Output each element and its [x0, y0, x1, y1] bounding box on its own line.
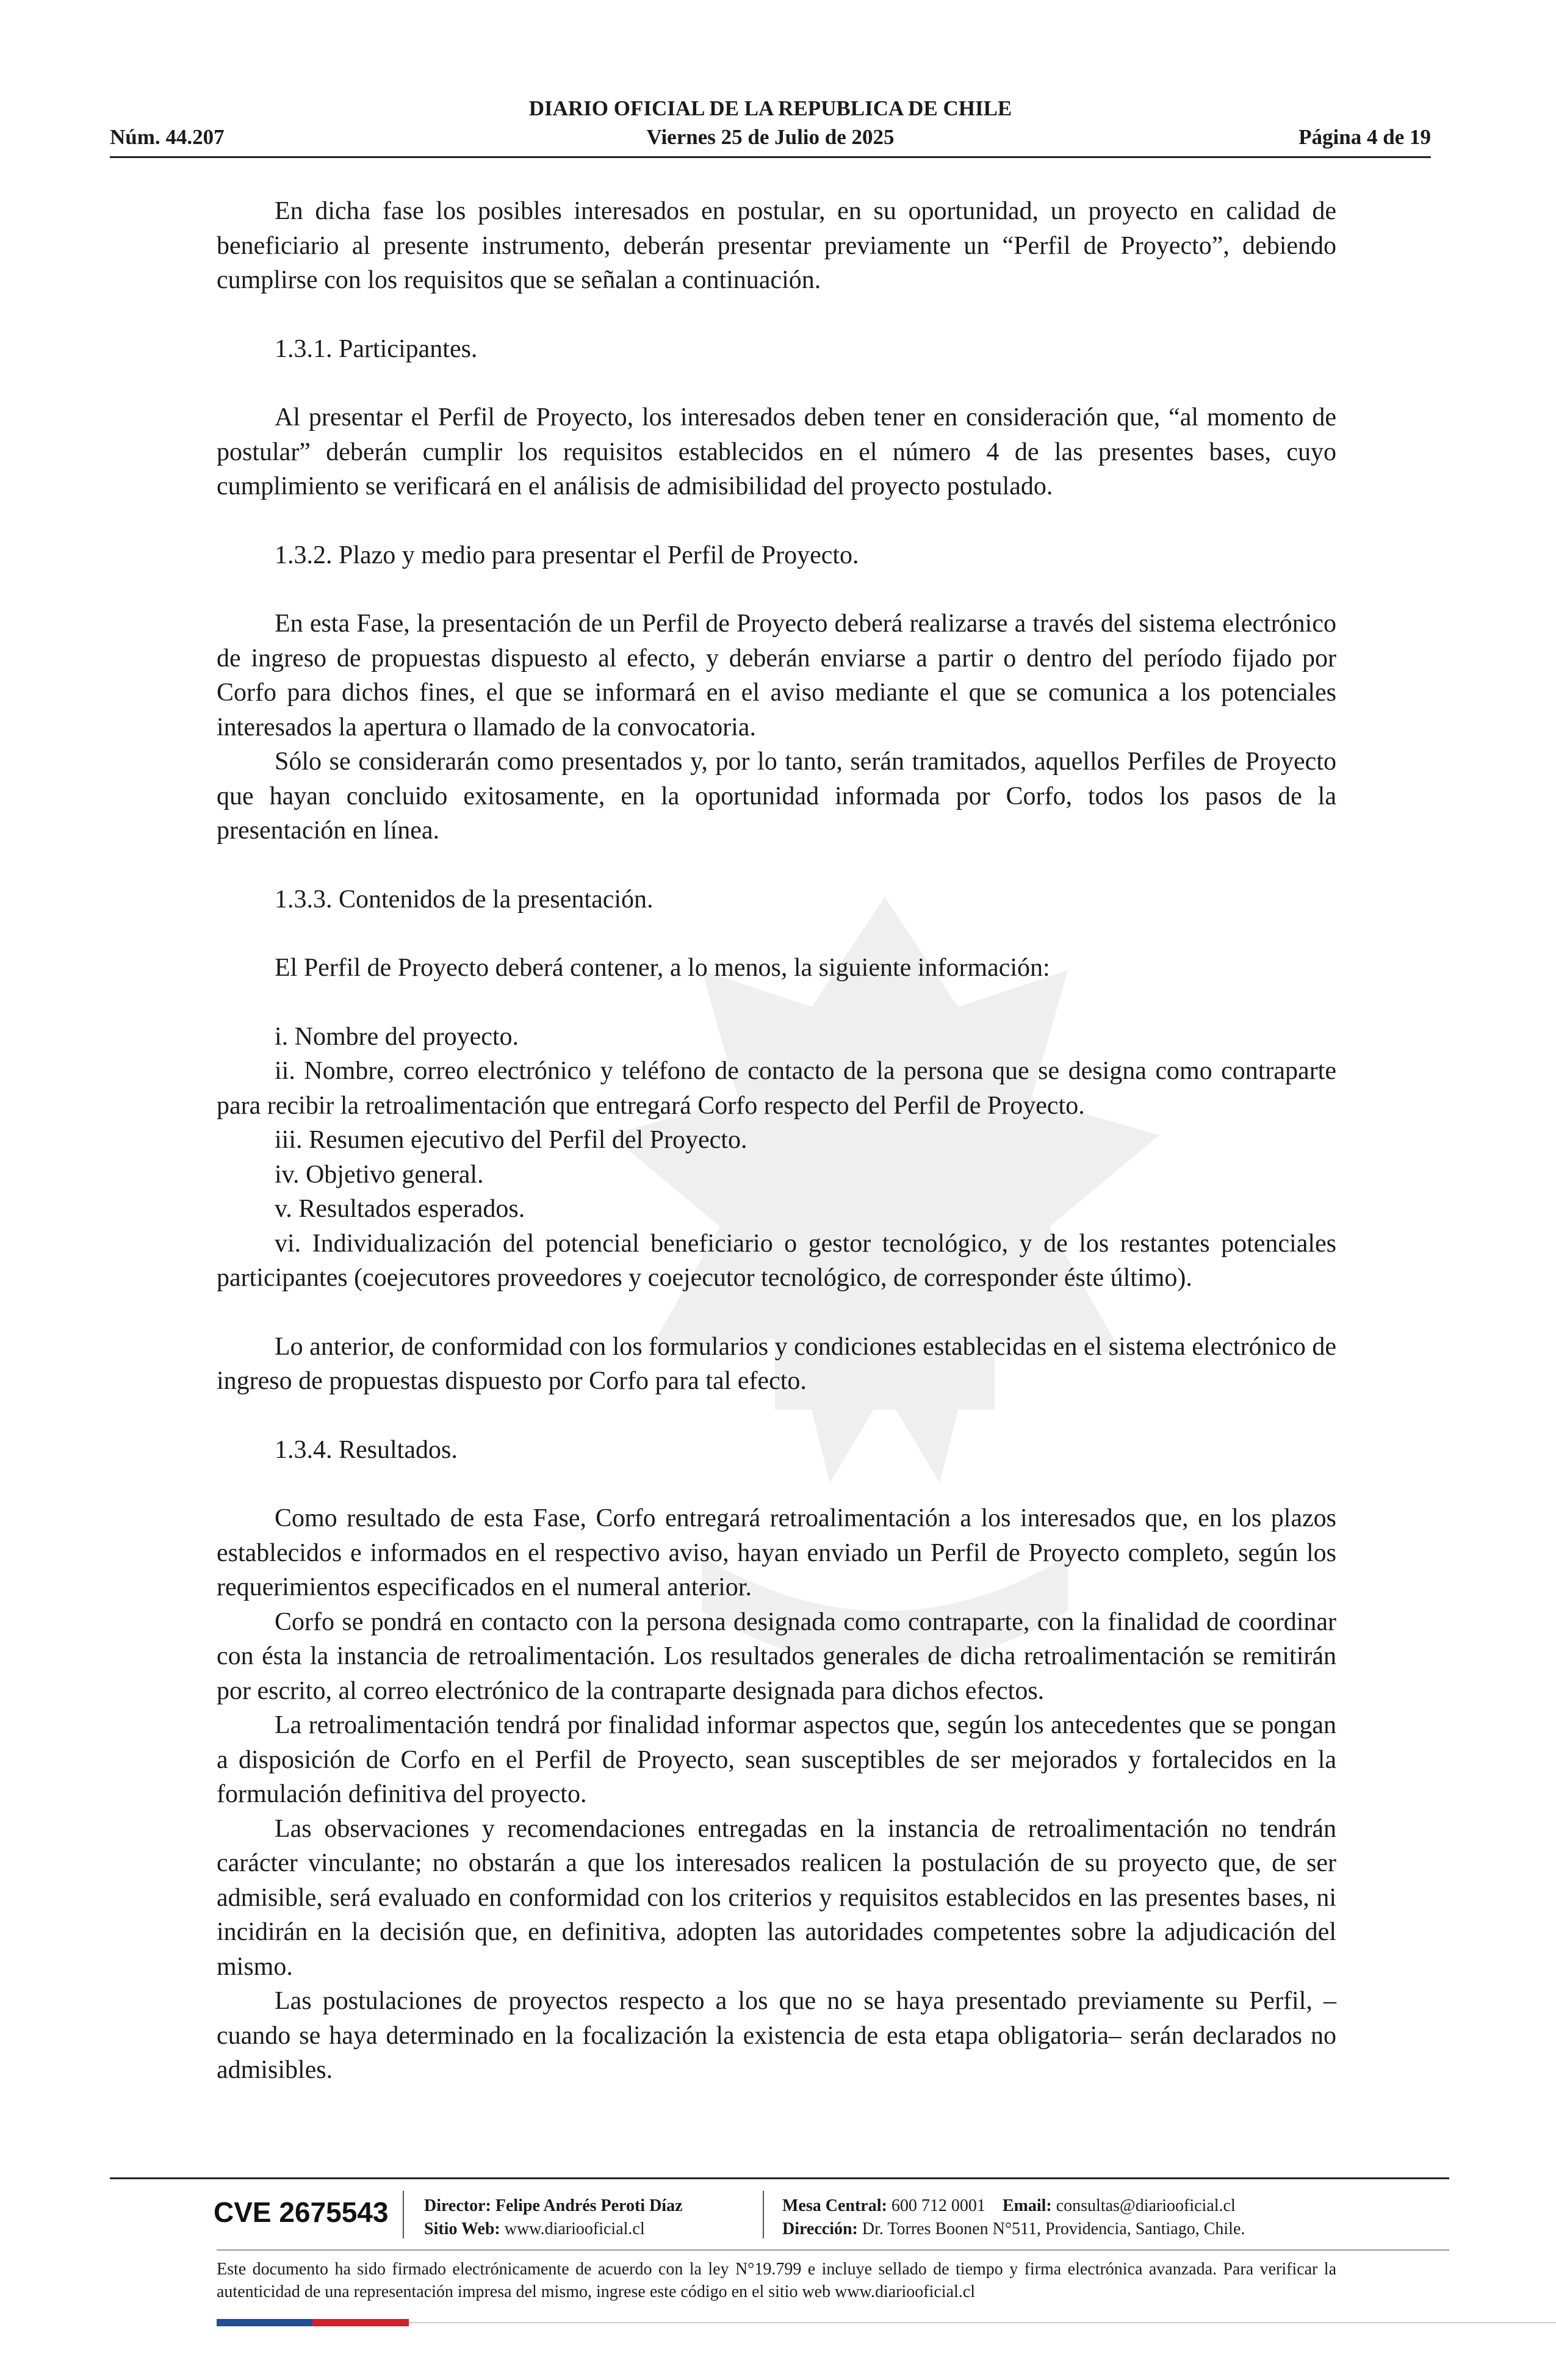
footer-rule [110, 2177, 1449, 2179]
flag-grey-line [409, 2322, 1556, 2323]
footer-director-block [424, 2194, 683, 2241]
website-link[interactable]: www.diariooficial.cl [504, 2220, 645, 2238]
paragraph: Corfo se pondrá en contacto con la persona designada como contraparte, con la finalidad de coordinar con ésta la instancia de retroalimentación. Los resultados generales de dicha retroalimentación se remitirán por escrito, al correo electrónico de la contraparte designada para dichos efectos. [217, 1607, 1336, 1705]
website-label: Sitio Web: [424, 2220, 500, 2238]
page-number: Página 4 de 19 [1298, 125, 1431, 149]
flag-red-segment [312, 2319, 409, 2326]
paragraph: Sólo se considerarán como presentados y, por lo tanto, serán tramitados, aquellos Perfiles de Proyecto que hayan concluido exitosamente, en la oportunidad informada por Corfo, todos los pasos de la presentación en línea. [217, 748, 1336, 845]
legal-notice: Este documento ha sido firmado electrónicamente de acuerdo con la ley N°19.799 e incluye sellado de tiempo y firma electrónica avanzada. Para verificar la autenticidad de una representación impresa del mismo, ingrese este código en el sitio web www.diariooficial.cl [217, 2260, 1336, 2301]
flag-stripe [217, 2319, 409, 2326]
issue-date: Viernes 25 de Julio de 2025 [646, 125, 895, 149]
footer-contact-block [782, 2194, 1245, 2241]
list-item: ii. Nombre, correo electrónico y teléfono de contacto de la persona que se designa como contraparte para recibir la retroalimentación que entregará Corfo respecto del Perfil de Proyecto. [217, 1057, 1336, 1120]
email-label: Email: [1002, 2196, 1052, 2215]
paragraph: Las postulaciones de proyectos respecto a los que no se haya presentado previamente su Perfil, –cuando se haya determinado en la focalización la existencia de esta etapa obligatoria– serán declarados no admisibles. [217, 1987, 1336, 2084]
paragraph: En esta Fase, la presentación de un Perfil de Proyecto deberá realizarse a través del sistema electrónico de ingreso de propuestas dispuesto al efecto, y deberán enviarse a partir o dentro del período fijado por Corfo para dichos fines, el que se informará en el aviso mediante el que se comunica a los potenciales interesados la apertura o llamado de la convocatoria. [217, 610, 1336, 741]
footer-separator [217, 2249, 1449, 2251]
paragraph: Las observaciones y recomendaciones entregadas en la instancia de retroalimentación no tendrán carácter vinculante; no obstarán a que los interesados realicen la postulación de su proyecto que, de ser admisible, será evaluado en conformidad con los criterios y requisitos establecidos en las presentes bases, ni incidirán en la decisión que, en definitiva, adopten las autoridades competentes sobre la adjudicación del mismo. [217, 1814, 1336, 1981]
paragraph: Como resultado de esta Fase, Corfo entregará retroalimentación a los interesados que, en los plazos establecidos e informados en el respectivo aviso, hayan enviado un Perfil de Proyecto completo, según los requerimientos especificados en el numeral anterior. [217, 1504, 1336, 1601]
paragraph: El Perfil de Proyecto deberá contener, a lo menos, la siguiente información: [275, 954, 1050, 982]
section-heading: 1.3.2. Plazo y medio para presentar el Perfil de Proyecto. [275, 541, 859, 569]
paragraph: Al presentar el Perfil de Proyecto, los interesados deben tener en consideración que, “al momento de postular” deberán cumplir los requisitos establecidos en el número 4 de las presentes bases, cuyo cumplimiento se verificará en el análisis de admisibilidad del proyecto postulado. [217, 403, 1336, 500]
page-footer [110, 2177, 1449, 2336]
issue-number: Núm. 44.207 [110, 125, 225, 149]
section-heading: 1.3.3. Contenidos de la presentación. [275, 885, 654, 914]
phone-number: 600 712 0001 [891, 2196, 985, 2215]
address-label: Dirección: [782, 2220, 858, 2238]
paragraph: La retroalimentación tendrá por finalidad informar aspectos que, según los antecedentes que se pongan a disposición de Corfo en el Perfil de Proyecto, sean susceptibles de ser mejorados y fortalecidos en la formulación definitiva del proyecto. [217, 1711, 1336, 1808]
footer-divider [403, 2191, 404, 2238]
section-heading: 1.3.4. Resultados. [275, 1435, 458, 1464]
address-value: Dr. Torres Boonen N°511, Providencia, Santiago, Chile. [862, 2220, 1245, 2238]
cve-code: CVE 2675543 [214, 2196, 389, 2228]
director-name: Felipe Andrés Peroti Díaz [495, 2196, 683, 2215]
flag-blue-segment [217, 2319, 312, 2326]
email-link[interactable]: consultas@diariooficial.cl [1056, 2196, 1236, 2215]
header-rule [110, 156, 1431, 158]
phone-label: Mesa Central: [782, 2196, 887, 2215]
list-item: v. Resultados esperados. [275, 1195, 525, 1223]
list-item: i. Nombre del proyecto. [275, 1022, 519, 1051]
list-item: iii. Resumen ejecutivo del Perfil del Proyecto. [275, 1126, 747, 1154]
paragraph: Lo anterior, de conformidad con los formularios y condiciones establecidas en el sistema electrónico de ingreso de propuestas dispuesto por Corfo para tal efecto. [217, 1332, 1336, 1395]
director-label: Director: [424, 2196, 491, 2215]
paragraph: En dicha fase los posibles interesados en postular, en su oportunidad, un proyecto en calidad de beneficiario al presente instrumento, deberán presentar previamente un “Perfil de Proyecto”, debiendo cumplirse con los requisitos que se señalan a continuación. [217, 197, 1336, 294]
list-item: vi. Individualización del potencial beneficiario o gestor tecnológico, y de los restantes potenciales participantes (coejecutores proveedores y coejecutor tecnológico, de corresponder éste último). [217, 1229, 1336, 1292]
document-body [217, 194, 1336, 2088]
page-header [110, 92, 1431, 165]
section-heading: 1.3.1. Participantes. [275, 334, 478, 363]
footer-divider [763, 2191, 764, 2238]
list-item: iv. Objetivo general. [275, 1160, 484, 1189]
publication-title: DIARIO OFICIAL DE LA REPUBLICA DE CHILE [528, 96, 1012, 120]
